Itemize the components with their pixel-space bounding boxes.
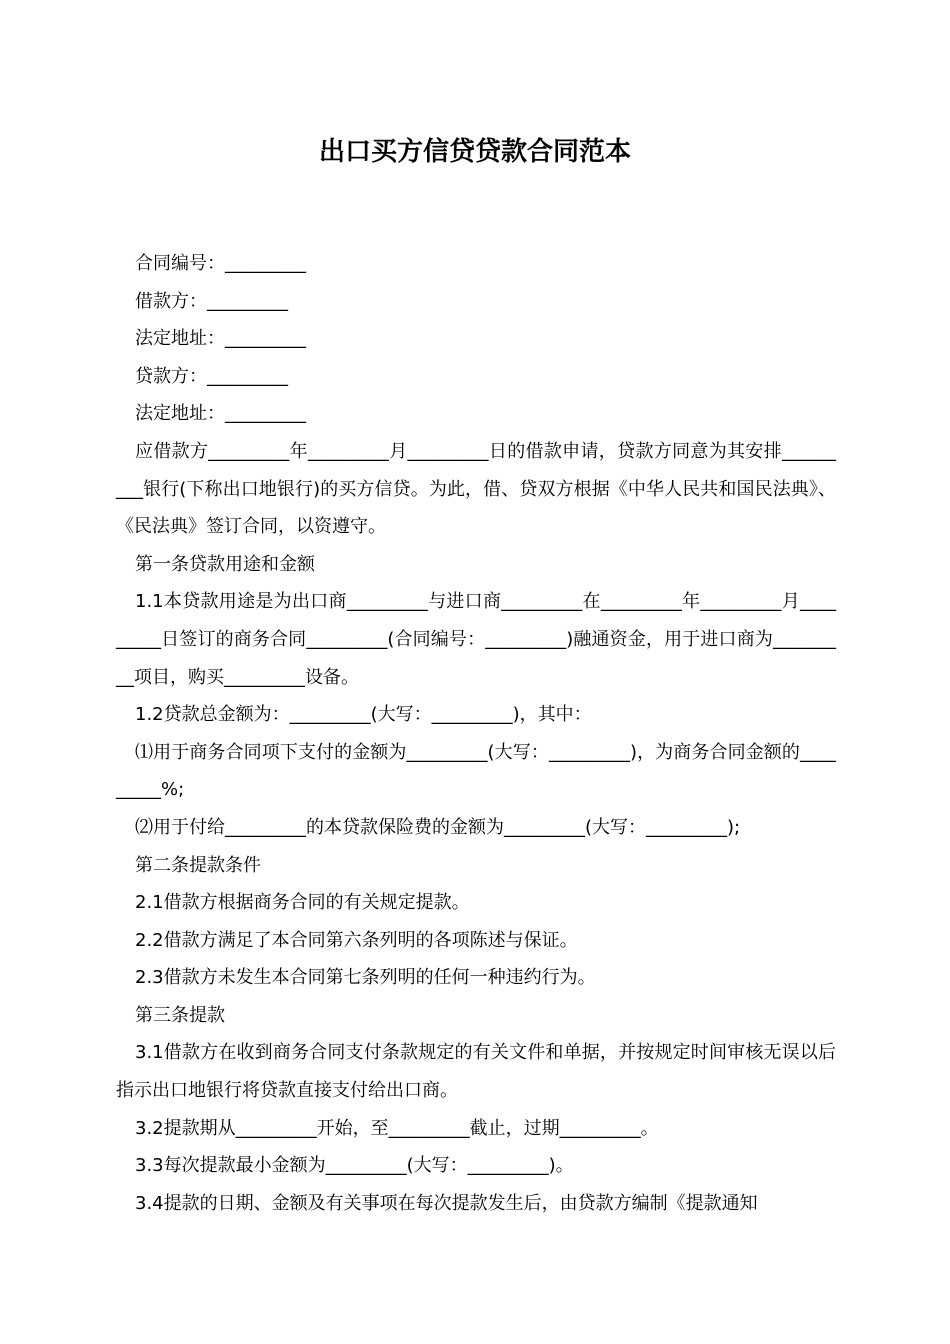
document-title: 出口买方信贷贷款合同范本 <box>318 137 631 167</box>
clause-3-3: 3.3每次提款最小金额为_________(大写：_________)。 <box>135 1155 574 1177</box>
clause-3-1: 3.1借款方在收到商务合同支付条款规定的有关文件和单据，并按规定时间审核无误以后指示出口地银行将贷款直接支付给出口商。 <box>116 1042 836 1102</box>
article-3-heading: 第三条提款 <box>135 1004 225 1026</box>
document-body <box>116 245 836 1222</box>
clause-1-2-item-1: ⑴用于商务合同项下支付的金额为_________(大写：_________)，为商务合同金额的_________%; <box>116 741 836 801</box>
clause-3-4: 3.4提款的日期、金额及有关事项在每次提款发生后，由贷款方编制《提款通知 <box>135 1192 758 1214</box>
clause-1-1: 1.1本贷款用途是为出口商_________与进口商_________在_________年_________月_________日签订的商务合同_________(合同编号：_________)融通资金，用于进口商为_________项目，购买_________设备。 <box>116 591 836 688</box>
field-contract-number: 合同编号：_________ <box>135 253 306 274</box>
clause-2-3: 2.3借款方未发生本合同第七条列明的任何一种违约行为。 <box>135 967 596 989</box>
clause-2-2: 2.2借款方满足了本合同第六条列明的各项陈述与保证。 <box>135 929 578 951</box>
clause-1-2: 1.2贷款总金额为：_________(大写：_________)，其中： <box>135 704 592 726</box>
clause-3-2: 3.2提款期从_________开始，至_________截止，过期_________。 <box>135 1117 659 1139</box>
article-1-heading: 第一条贷款用途和金额 <box>135 553 315 575</box>
clause-2-1: 2.1借款方根据商务合同的有关规定提款。 <box>135 892 470 914</box>
field-borrower: 借款方：_________ <box>135 290 288 312</box>
field-lender: 贷款方：_________ <box>135 365 288 387</box>
preamble-paragraph: 应借款方_________年_________月_________日的借款申请，贷款方同意为其安排_________银行(下称出口地银行)的买方信贷。为此，借、贷双方根据《中华人民共和国民法典》、《民法典》签订合同，以资遵守。 <box>116 440 836 538</box>
field-lender-address: 法定地址：_________ <box>135 403 306 425</box>
article-2-heading: 第二条提款条件 <box>135 854 261 876</box>
clause-1-2-item-2: ⑵用于付给_________的本贷款保险费的金额为_________(大写：_________); <box>135 816 741 838</box>
field-borrower-address: 法定地址：_________ <box>135 328 306 350</box>
